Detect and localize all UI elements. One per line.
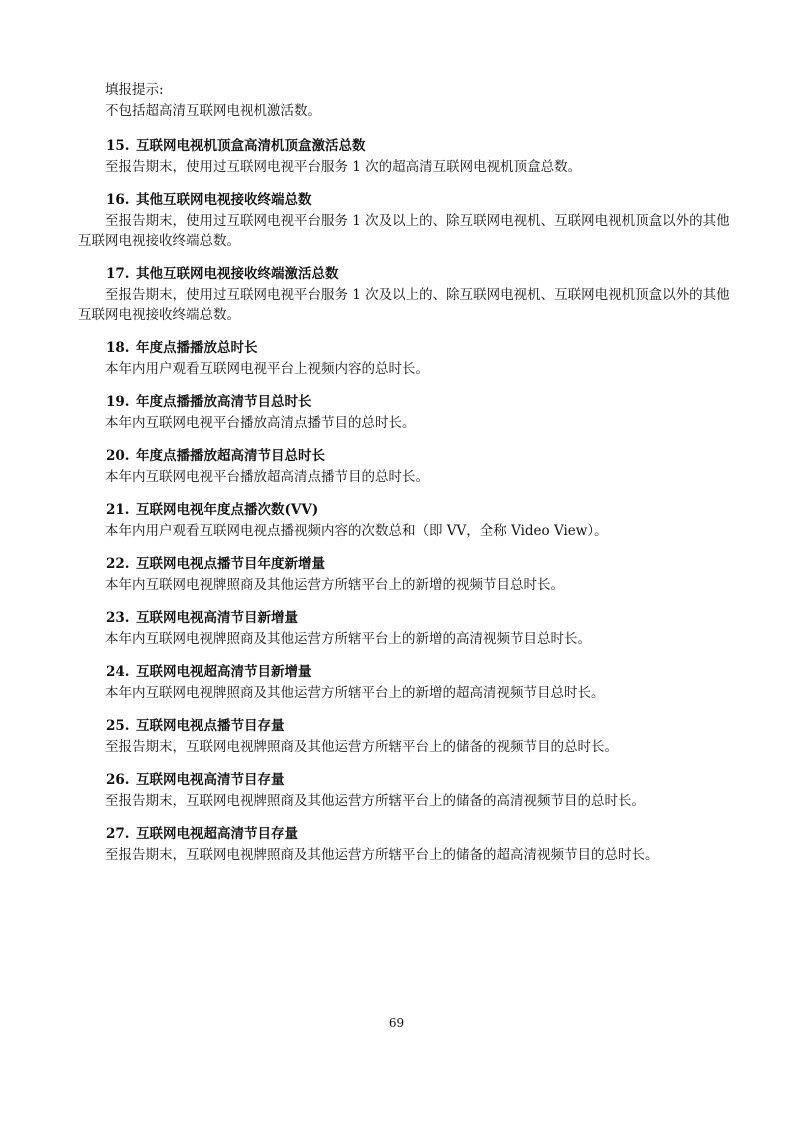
definition-item (78, 190, 738, 251)
definition-item (78, 770, 738, 811)
definition-item (78, 716, 738, 757)
definition-item (78, 136, 738, 177)
item-title-text: 互联网电视高清节目新增量 (136, 610, 298, 626)
definition-title (106, 338, 738, 359)
item-number: 24. (106, 664, 130, 680)
item-number: 17. (106, 266, 130, 282)
item-title-text: 互联网电视机顶盒高清机顶盒激活总数 (136, 138, 366, 154)
definition-title (106, 136, 738, 157)
definition-description: 至报告期末，使用过互联网电视平台服务 1 次的超高清互联网电视机顶盒总数。 (105, 159, 582, 175)
definition-description: 至报告期末，互联网电视牌照商及其他运营方所辖平台上的储备的高清视频节目的总时长。 (105, 793, 645, 809)
item-number: 22. (106, 556, 130, 572)
item-title-text: 互联网电视年度点播次数(VV) (136, 502, 319, 518)
definition-title (106, 392, 738, 413)
definition-description: 至报告期末，互联网电视牌照商及其他运营方所辖平台上的储备的超高清视频节目的总时长。 (105, 847, 659, 863)
fill-hint-label: 填报提示: (105, 82, 164, 98)
page-number: 69 (388, 1016, 405, 1030)
item-number: 27. (106, 826, 130, 842)
definition-description: 至报告期末，使用过互联网电视平台服务 1 次及以上的、除互联网电视机、互联网电视机顶盒以外的其他互联网电视接收终端总数。 (78, 287, 730, 323)
item-number: 21. (106, 502, 130, 518)
definition-item (78, 608, 738, 649)
item-title-text: 年度点播播放超高清节目总时长 (136, 448, 325, 464)
definition-item (78, 824, 738, 865)
item-title-text: 互联网电视点播节目存量 (136, 718, 285, 734)
definition-title (106, 264, 738, 285)
definition-item (78, 662, 738, 703)
definition-description: 本年内互联网电视平台播放高清点播节目的总时长。 (105, 415, 416, 431)
definition-item (78, 500, 738, 541)
definition-description: 本年内互联网电视牌照商及其他运营方所辖平台上的新增的高清视频节目总时长。 (105, 631, 591, 647)
definition-item (78, 554, 738, 595)
definition-title (106, 500, 738, 521)
definition-description: 本年内用户观看互联网电视点播视频内容的次数总和（即 VV，全称 Video View）。 (105, 523, 608, 539)
item-number: 15. (106, 138, 130, 154)
item-title-text: 互联网电视超高清节目存量 (136, 826, 298, 842)
definition-description: 本年内互联网电视牌照商及其他运营方所辖平台上的新增的视频节目总时长。 (105, 577, 564, 593)
definition-title (106, 608, 738, 629)
definition-title (106, 770, 738, 791)
definition-title (106, 554, 738, 575)
definition-item (78, 338, 738, 379)
item-number: 18. (106, 340, 130, 356)
definition-title (106, 446, 738, 467)
item-number: 26. (106, 772, 130, 788)
item-title-text: 其他互联网电视接收终端激活总数 (136, 266, 339, 282)
fill-hint-text: 不包括超高清互联网电视机激活数。 (105, 103, 321, 119)
item-number: 16. (106, 192, 130, 208)
definition-title (106, 662, 738, 683)
item-number: 19. (106, 394, 130, 410)
definition-description: 本年内用户观看互联网电视平台上视频内容的总时长。 (105, 361, 429, 377)
item-title-text: 其他互联网电视接收终端总数 (136, 192, 312, 208)
fill-hint (105, 80, 745, 122)
definition-description: 本年内互联网电视平台播放超高清点播节目的总时长。 (105, 469, 429, 485)
item-number: 23. (106, 610, 130, 626)
definition-list (78, 136, 738, 878)
definition-item (78, 264, 738, 325)
definition-description: 至报告期末，互联网电视牌照商及其他运营方所辖平台上的储备的视频节目的总时长。 (105, 739, 618, 755)
item-title-text: 互联网电视高清节目存量 (136, 772, 285, 788)
definition-item (78, 446, 738, 487)
item-title-text: 年度点播播放高清节目总时长 (136, 394, 312, 410)
item-number: 25. (106, 718, 130, 734)
item-title-text: 互联网电视点播节目年度新增量 (136, 556, 325, 572)
item-title-text: 互联网电视超高清节目新增量 (136, 664, 312, 680)
definition-description: 本年内互联网电视牌照商及其他运营方所辖平台上的新增的超高清视频节目总时长。 (105, 685, 605, 701)
item-number: 20. (106, 448, 130, 464)
definition-description: 至报告期末，使用过互联网电视平台服务 1 次及以上的、除互联网电视机、互联网电视机顶盒以外的其他互联网电视接收终端总数。 (78, 213, 730, 249)
item-title-text: 年度点播播放总时长 (136, 340, 258, 356)
definition-title (106, 824, 738, 845)
definition-title (106, 190, 738, 211)
definition-item (78, 392, 738, 433)
definition-title (106, 716, 738, 737)
